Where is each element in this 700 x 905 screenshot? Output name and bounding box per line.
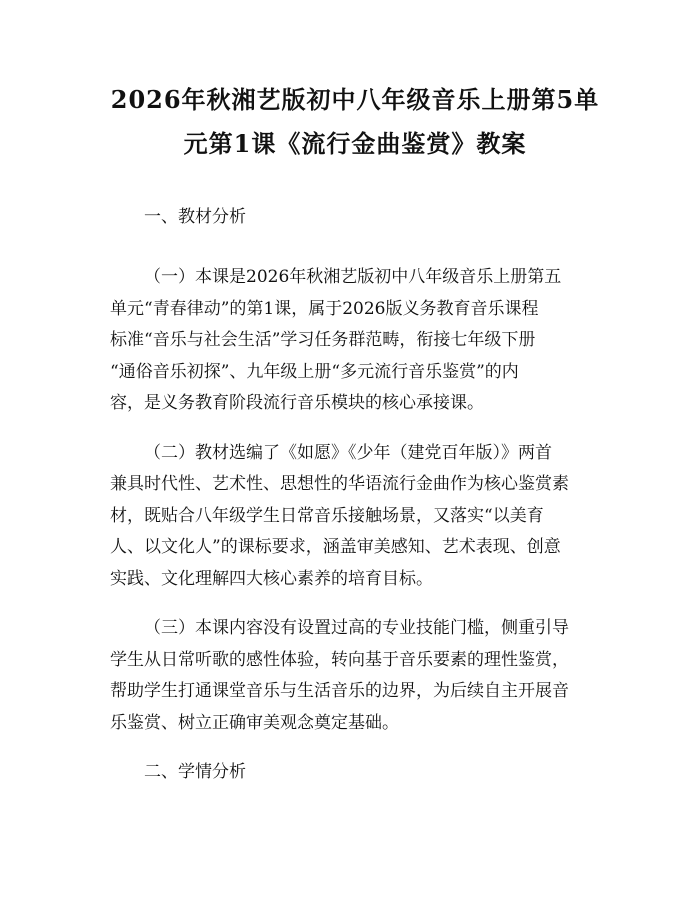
title-line-1: 2026年秋湘艺版初中八年级音乐上册第5单 (110, 85, 600, 114)
paragraph-line: 人、以文化人”的课标要求，涵盖审美感知、艺术表现、创意 (110, 537, 561, 557)
paragraph-line: （三）本课内容没有设置过高的专业技能门槛，侧重引导 (144, 618, 569, 638)
paragraph-line: 标准“音乐与社会生活”学习任务群范畴，衔接七年级下册 (110, 330, 536, 350)
title-line-2: 元第1课《流行金曲鉴赏》教案 (183, 129, 527, 158)
paragraph-line: （二）教材选编了《如愿》《少年（建党百年版）》两首 (144, 442, 552, 463)
paragraph-line: 学生从日常听歌的感性体验，转向基于音乐要素的理性鉴赏， (110, 649, 569, 670)
section-heading-textbook-analysis: 一、教材分析 (144, 207, 246, 227)
paragraph-1 (110, 262, 600, 420)
paragraph-line: 材，既贴合八年级学生日常音乐接触场景，又落实“以美育 (110, 505, 544, 526)
paragraph-line: 容，是义务教育阶段流行音乐模块的核心承接课。 (110, 393, 484, 413)
paragraph-line: 实践、文化理解四大核心素养的培育目标。 (110, 568, 433, 589)
paragraph-line: 帮助学生打通课堂音乐与生活音乐的边界，为后续自主开展音 (110, 681, 569, 701)
document-title (100, 78, 610, 166)
paragraph-line: “通俗音乐初探”、九年级上册“多元流行音乐鉴赏”的内 (110, 361, 519, 382)
paragraph-line: （一）本课是2026年秋湘艺版初中八年级音乐上册第五 (144, 267, 562, 287)
paragraph-3 (110, 613, 600, 739)
section-heading-learner-analysis: 二、学情分析 (144, 762, 246, 782)
paragraph-2 (110, 438, 600, 596)
paragraph-line: 乐鉴赏、树立正确审美观念奠定基础。 (110, 712, 399, 733)
paragraph-line: 单元“青春律动”的第1课，属于2026版义务教育音乐课程 (110, 298, 539, 319)
paragraph-line: 兼具时代性、艺术性、思想性的华语流行金曲作为核心鉴赏素 (110, 474, 569, 494)
